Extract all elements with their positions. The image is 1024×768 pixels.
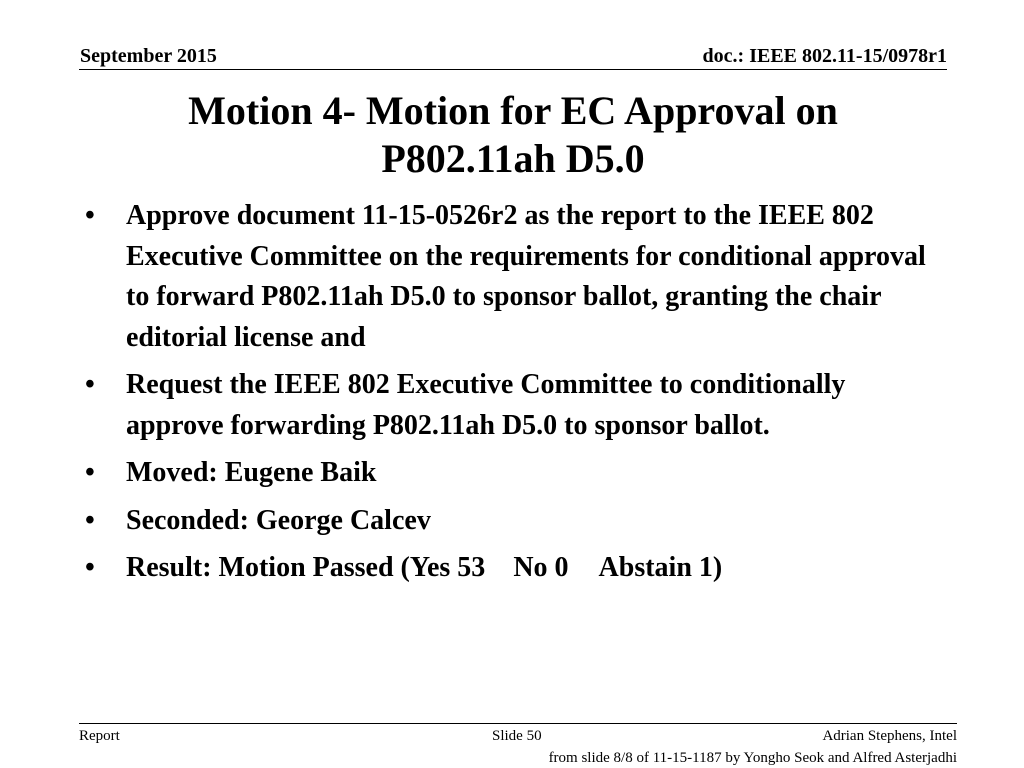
bullet-item	[85, 548, 935, 589]
bullet-icon: •	[85, 200, 95, 231]
footer-left-label: Report	[79, 728, 120, 744]
result-abstain: Abstain 1)	[598, 552, 723, 583]
bullet-icon: •	[85, 457, 95, 488]
header-divider	[79, 69, 947, 70]
bullet-item	[85, 365, 935, 446]
result-text	[126, 552, 722, 583]
result-yes: Result: Motion Passed (Yes 53	[126, 552, 486, 583]
bullet-list	[85, 196, 935, 596]
header-date: September 2015	[80, 45, 217, 67]
footer-author: Adrian Stephens, Intel	[822, 728, 957, 744]
bullet-icon: •	[85, 552, 95, 583]
bullet-item	[85, 453, 935, 494]
slide-title-line-2: P802.11ah D5.0	[381, 136, 645, 181]
slide-title-line-1: Motion 4- Motion for EC Approval on	[188, 88, 838, 133]
slide-title	[80, 87, 946, 183]
bullet-item	[85, 501, 935, 542]
footer-divider	[79, 723, 957, 724]
bullet-icon: •	[85, 369, 95, 400]
footer-source-note: from slide 8/8 of 11-15-1187 by Yongho Seok and Alfred Asterjadhi	[548, 750, 957, 766]
bullet-text-approve: Approve document 11-15-0526r2 as the report to the IEEE 802 Executive Committee on the requirements for conditional approval to forward P802.11ah D5.0 to sponsor ballot, granting the chair editorial license and	[126, 200, 926, 353]
header-doc-id: doc.: IEEE 802.11-15/0978r1	[702, 45, 947, 67]
bullet-item	[85, 196, 935, 358]
footer-slide-number: Slide 50	[492, 728, 542, 744]
result-no: No 0	[513, 552, 569, 583]
bullet-text-moved: Moved: Eugene Baik	[126, 457, 377, 488]
bullet-text-request: Request the IEEE 802 Executive Committee to conditionally approve forwarding P802.11ah D5.0 to sponsor ballot.	[126, 369, 846, 441]
bullet-text-seconded: Seconded: George Calcev	[126, 504, 431, 536]
bullet-icon: •	[85, 504, 95, 536]
